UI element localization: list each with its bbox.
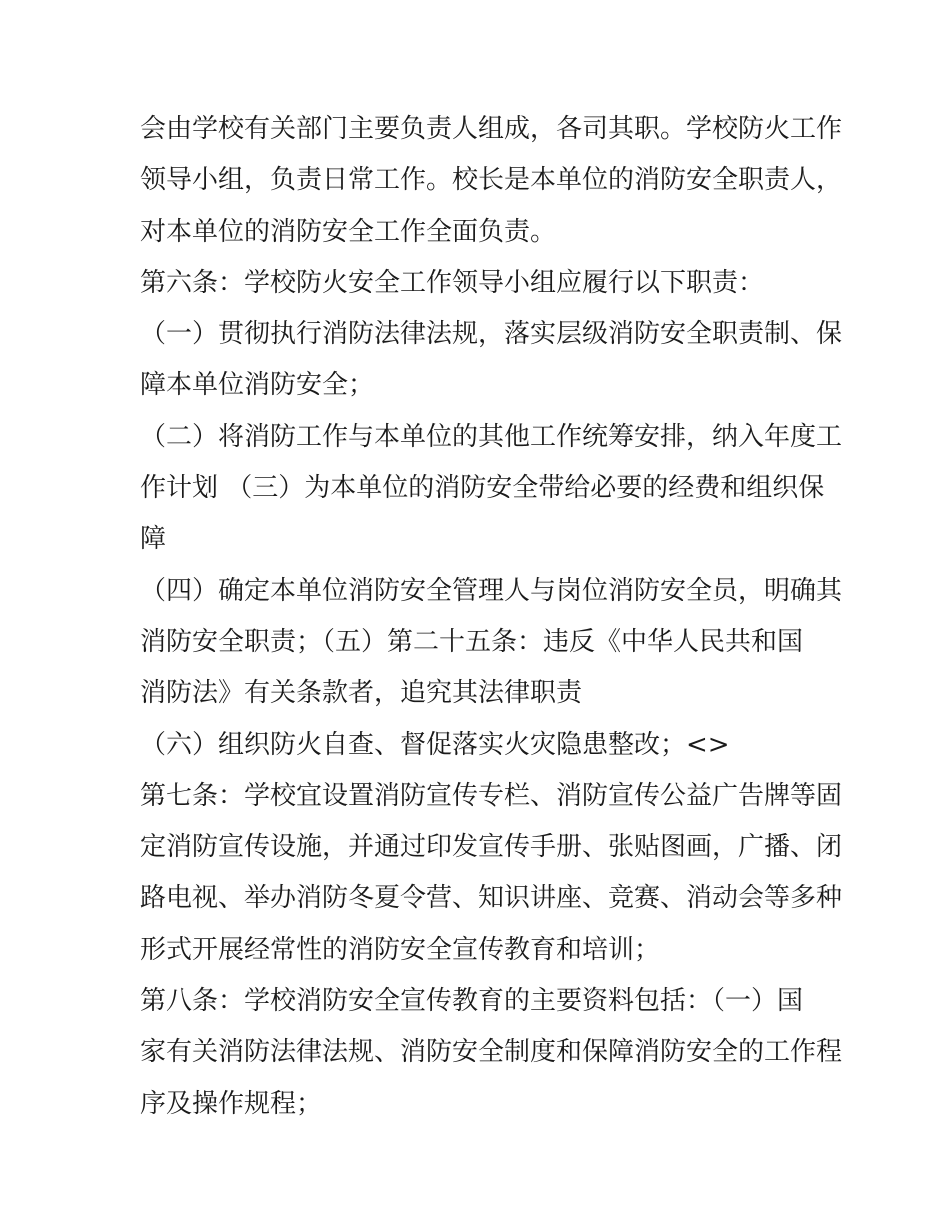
text-line: 消防法》有关条款者，追究其法律职责 [140, 678, 583, 709]
text-line: 第七条：学校宜设置消防宣传专栏、消防宣传公益广告牌等固 [140, 780, 843, 811]
text-line: 路电视、举办消防冬夏令营、知识讲座、竞赛、消动会等多种 [140, 883, 843, 914]
text-line: 领导小组，负责日常工作。校长是本单位的消防安全职责人， [140, 165, 843, 196]
text-line: 作计划 （三）为本单位的消防安全带给必要的经费和组织保 [140, 473, 825, 504]
text-line: 序及操作规程； [140, 1088, 323, 1119]
document-body [140, 104, 843, 1130]
text-line: 障 [140, 524, 167, 555]
text-line: （六）组织防火自查、督促落实火灾隐患整改；<> [140, 729, 730, 760]
text-line: 对本单位的消防安全工作全面负责。 [140, 216, 557, 247]
text-line: 定消防宣传设施，并通过印发宣传手册、张贴图画，广播、闭 [140, 832, 843, 863]
text-line: 消防安全职责；（五）第二十五条：违反《中华人民共和国 [140, 626, 804, 657]
text-line: （四）确定本单位消防安全管理人与岗位消防安全员，明确其 [140, 575, 843, 606]
text-line: （二）将消防工作与本单位的其他工作统筹安排，纳入年度工 [140, 421, 843, 452]
text-line: 形式开展经常性的消防安全宣传教育和培训； [140, 934, 661, 965]
text-line: （一）贯彻执行消防法律法规，落实层级消防安全职责制、保 [140, 319, 843, 350]
text-line: 第八条：学校消防安全宣传教育的主要资料包括：（一）国 [140, 986, 804, 1017]
text-line: 第六条：学校防火安全工作领导小组应履行以下职责： [140, 267, 765, 298]
text-line: 会由学校有关部门主要负责人组成，各司其职。学校防火工作 [140, 114, 843, 144]
text-line: 家有关消防法律法规、消防安全制度和保障消防安全的工作程 [140, 1037, 843, 1068]
text-line: 障本单位消防安全； [140, 370, 375, 401]
